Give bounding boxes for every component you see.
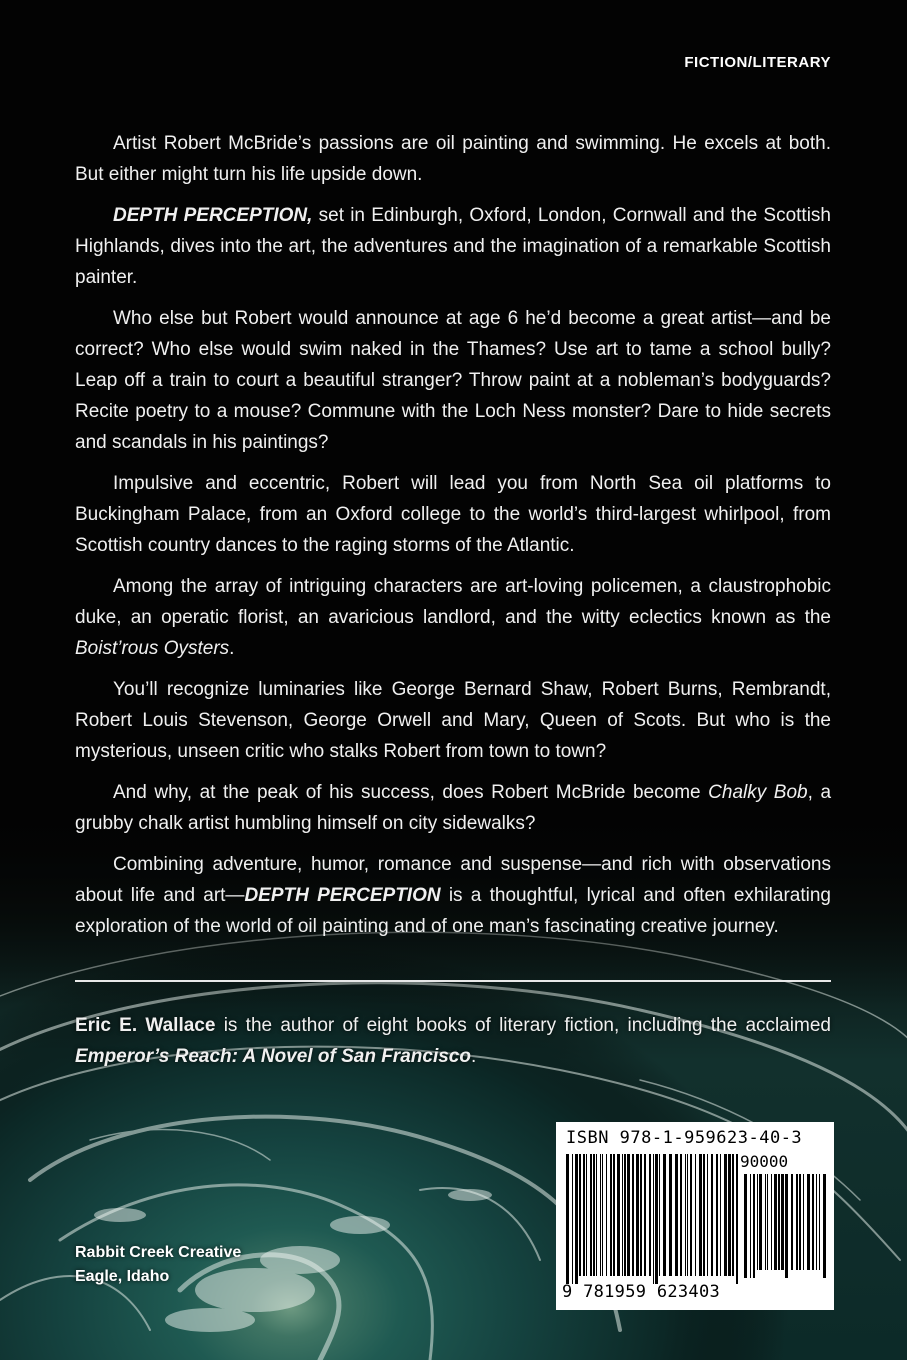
barcode-bar — [728, 1154, 731, 1276]
description-text: . — [229, 638, 235, 659]
barcode-bar — [649, 1154, 651, 1276]
description-paragraph — [75, 777, 831, 839]
divider-line — [75, 980, 831, 982]
barcode-bar — [753, 1174, 755, 1278]
other-book-title: Emperor’s Reach: A Novel of San Francisco — [75, 1046, 471, 1067]
book-description — [75, 128, 831, 952]
barcode-bar — [736, 1154, 738, 1284]
barcode-bar — [812, 1174, 814, 1270]
barcode-bar — [785, 1174, 788, 1278]
barcode-bar — [690, 1154, 692, 1276]
publisher-location: Eagle, Idaho — [75, 1268, 170, 1285]
description-text: Among the array of intriguing characters are art-loving policemen, a claustrophobic duke, an operatic florist, an avaricious landlord, and the witty eclectics known as the — [75, 576, 831, 628]
barcode-bar — [819, 1174, 820, 1270]
description-paragraph — [75, 303, 831, 458]
barcode-bar — [803, 1174, 804, 1270]
description-text: Combining adventure, humor, romance and suspense—and rich with observations about life and art— — [75, 854, 831, 906]
barcode-bar — [600, 1154, 601, 1276]
description-text: And why, at the peak of his success, does Robert McBride become — [113, 782, 709, 803]
price-code: 90000 — [740, 1152, 789, 1171]
publisher-block — [75, 1241, 241, 1289]
barcode-bar — [627, 1154, 630, 1276]
barcode-bar — [622, 1154, 623, 1276]
barcode-bar — [653, 1154, 654, 1284]
isbn-barcode — [556, 1122, 834, 1310]
barcode-bar — [572, 1154, 573, 1284]
barcode-bar — [732, 1154, 734, 1276]
barcode-bar — [566, 1154, 569, 1284]
barcode-bar — [663, 1154, 666, 1276]
barcode-bar — [750, 1174, 751, 1278]
book-title-mention: DEPTH PERCEPTION, — [113, 205, 313, 226]
description-text: Artist Robert McBride’s passions are oil painting and swimming. He excels at both. But either might turn his life upside down. — [75, 133, 831, 185]
barcode-bar — [707, 1154, 708, 1276]
barcode-bar — [606, 1154, 607, 1276]
ean-digits: 9 781959 623403 — [562, 1282, 721, 1302]
barcode-bar — [778, 1174, 780, 1270]
publisher-name: Rabbit Creek Creative — [75, 1244, 242, 1261]
barcode-bar — [655, 1154, 658, 1284]
barcode-bar — [579, 1154, 581, 1276]
barcode-bar — [586, 1154, 587, 1276]
barcode-bar — [613, 1154, 615, 1276]
ean-barcode-bars — [564, 1154, 740, 1284]
barcode-bar — [724, 1154, 727, 1276]
barcode-bar — [703, 1154, 705, 1276]
barcode-bar — [687, 1154, 688, 1276]
barcode-bar — [675, 1154, 678, 1276]
barcode-bar — [583, 1154, 585, 1276]
barcode-bar — [590, 1154, 592, 1276]
description-paragraph — [75, 849, 831, 942]
barcode-bar — [596, 1154, 597, 1276]
barcode-bar — [632, 1154, 634, 1276]
description-paragraph — [75, 674, 831, 767]
italic-name: Boist’rous Oysters — [75, 638, 230, 659]
barcode-bar — [640, 1154, 642, 1276]
barcode-bar — [716, 1154, 718, 1276]
italic-name: Chalky Bob — [708, 782, 808, 803]
barcode-bar — [593, 1154, 595, 1276]
barcode-bar — [807, 1174, 810, 1270]
barcode-bar — [575, 1154, 578, 1284]
addon-barcode-bars — [742, 1174, 828, 1278]
barcode-bar — [799, 1174, 801, 1270]
book-title-mention: DEPTH PERCEPTION — [244, 885, 441, 906]
description-text: Who else but Robert would announce at age 6 he’d become a great artist—and be correct? Who else would swim naked in the Thames? Use art to tame a school bully? Leap off a train to court a beautiful stranger? Throw paint at a nobleman’s bodyguards? Recite poetry to a mouse? Commune with the Loch Ness monster? Dare to hide secrets and scandals in his paintings? — [75, 308, 831, 453]
barcode-bar — [680, 1154, 682, 1276]
author-name: Eric E. Wallace — [75, 1015, 216, 1036]
description-text: , a grubby chalk artist humbling himself on city sidewalks? — [75, 782, 832, 834]
barcode-bar — [617, 1154, 620, 1276]
barcode-bar — [757, 1174, 758, 1270]
author-bio-text: is the author of eight books of literary fiction, including the acclaimed — [215, 1015, 831, 1036]
barcode-bar — [791, 1174, 793, 1270]
barcode-bar — [711, 1154, 713, 1276]
barcode-bar — [602, 1154, 603, 1276]
barcode-bar — [823, 1174, 826, 1278]
barcode-bar — [767, 1174, 768, 1270]
barcode-bar — [669, 1154, 672, 1276]
barcode-bar — [644, 1154, 646, 1276]
barcode-bar — [636, 1154, 639, 1276]
isbn-number: ISBN 978-1-959623-40-3 — [566, 1128, 803, 1148]
barcode-bar — [759, 1174, 762, 1270]
barcode-bar — [744, 1174, 747, 1278]
barcode-bar — [816, 1174, 817, 1270]
description-text: set in Edinburgh, Oxford, London, Cornwall and the Scottish Highlands, dives into the art, the adventures and the imagination of a remarkable Scottish painter. — [75, 205, 831, 288]
barcode-bar — [781, 1174, 784, 1270]
description-text: Impulsive and eccentric, Robert will lead you from North Sea oil platforms to Buckingham Palace, from an Oxford college to the world’s third-largest whirlpool, from Scottish country dances to the raging storms of the Atlantic. — [75, 473, 831, 556]
barcode-bar — [765, 1174, 766, 1270]
barcode-bar — [685, 1154, 686, 1276]
barcode-bar — [610, 1154, 612, 1276]
barcode-bar — [624, 1154, 626, 1276]
description-text: You’ll recognize luminaries like George Bernard Shaw, Robert Burns, Rembrandt, Robert Louis Stevenson, George Orwell and Mary, Queen of Scots. But who is the mysterious, unseen critic who stalks Robert from town to town? — [75, 679, 831, 762]
description-paragraph — [75, 128, 831, 190]
description-paragraph — [75, 571, 831, 664]
barcode-bar — [699, 1154, 702, 1276]
barcode-bar — [659, 1154, 660, 1276]
barcode-bar — [771, 1174, 772, 1270]
author-bio-end: . — [470, 1046, 477, 1067]
description-paragraph — [75, 200, 831, 293]
barcode-bar — [695, 1154, 696, 1276]
description-paragraph — [75, 468, 831, 561]
description-text: is a thoughtful, lyrical and often exhilarating exploration of the world of oil painting and of one man’s fascinating creative journey. — [75, 885, 831, 937]
barcode-bar — [796, 1174, 798, 1270]
barcode-bar — [720, 1154, 721, 1276]
genre-label: FICTION/LITERARY — [684, 54, 831, 71]
barcode-bar — [774, 1174, 777, 1270]
author-bio — [75, 1010, 831, 1072]
